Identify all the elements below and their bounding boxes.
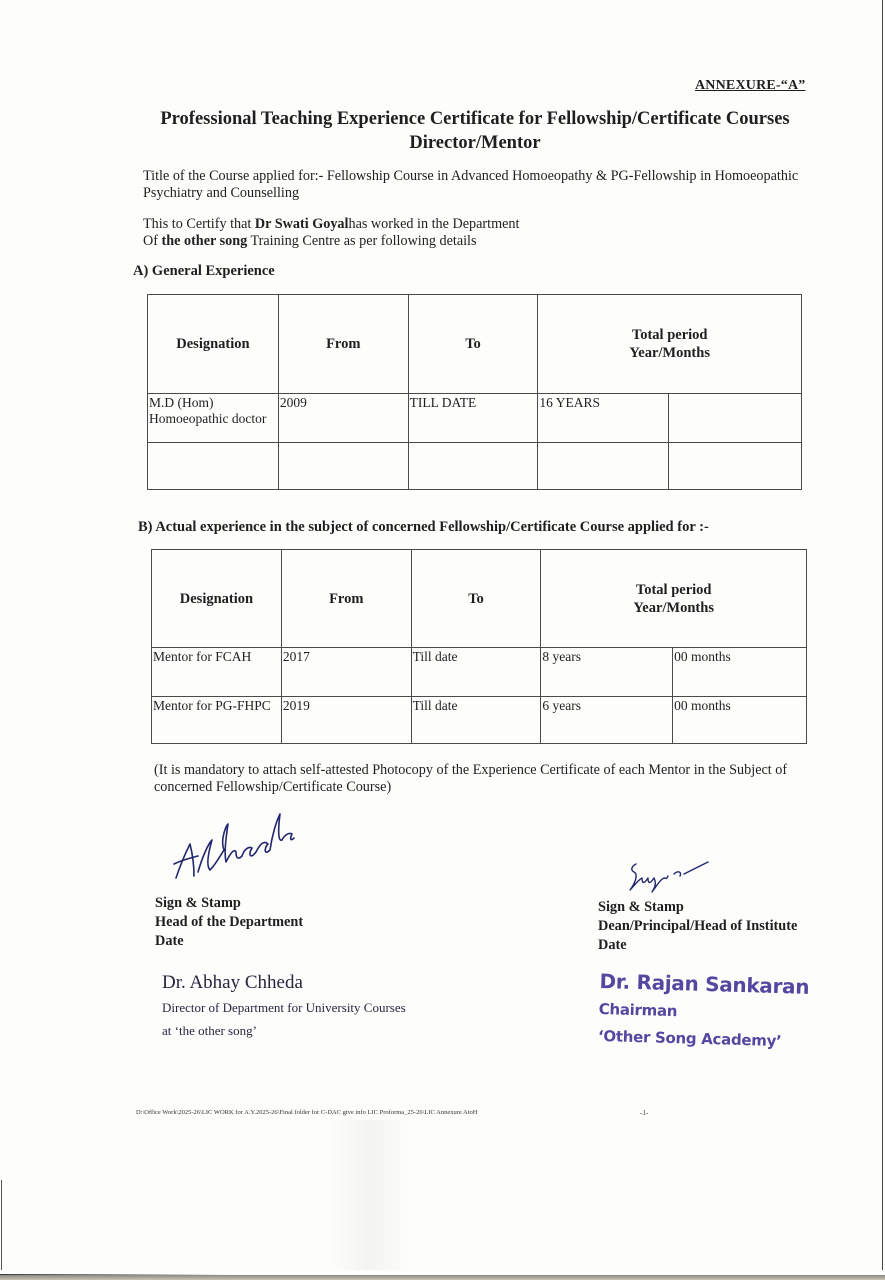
header-designation: Designation (148, 295, 279, 394)
sign-date-label: Date (598, 937, 627, 953)
sign-role-label: Head of the Department (155, 914, 304, 930)
header-total-line2: Year/Months (629, 345, 710, 361)
header-to: To (411, 550, 541, 648)
table-row (152, 648, 807, 697)
certify-suffix: Training Centre as per following details (247, 233, 477, 249)
sign-stamp-label: Sign & Stamp (155, 895, 241, 911)
certify-statement (143, 216, 823, 250)
cell-months (669, 394, 802, 443)
cell-to (408, 443, 538, 490)
cell-from: 2019 (281, 697, 411, 744)
footer-file-path: D:\Office Work\2025-26\LIC WORK for A.Y.2025-26\Final folder for C-DAC give info LIC Proforma_25-26\LIC Annexure AtoH (136, 1109, 478, 1116)
header-designation: Designation (152, 550, 282, 648)
cell-from: 2017 (281, 648, 411, 697)
page-edge (1, 1180, 2, 1270)
candidate-name: Dr Swati Goyal (254, 216, 349, 232)
cell-to: TILL DATE (408, 394, 538, 443)
dean-signature (622, 856, 712, 896)
cell-from: 2009 (278, 394, 408, 443)
document-title (130, 107, 820, 155)
certify-prefix: This to Certify that (143, 216, 255, 232)
page-number: -1- (640, 1109, 649, 1117)
head-of-department-signature (168, 800, 308, 890)
annexure-label: ANNEXURE-“A” (695, 78, 806, 93)
cell-years (538, 443, 669, 490)
stamp-name: Dr. Rajan Sankaran (599, 968, 810, 999)
header-from: From (281, 550, 411, 648)
header-from: From (278, 295, 408, 394)
general-experience-table (147, 294, 802, 490)
department-name: the other song (161, 233, 248, 249)
header-total-line2: Year/Months (633, 599, 714, 616)
cell-years: 8 years (541, 648, 673, 697)
table-row (152, 697, 807, 744)
cell-designation (148, 394, 279, 443)
hod-sign-block (155, 894, 303, 951)
course-title-label: Title of the Course applied for:- (143, 168, 327, 184)
header-total-period (541, 550, 807, 648)
section-b-heading: B) Actual experience in the subject of concerned Fellowship/Certificate Course applied for :- (138, 519, 709, 535)
dean-sign-block (598, 898, 797, 955)
designation-line2: Homoeopathic doctor (149, 411, 267, 426)
cell-designation: Mentor for PG-FHPC (152, 697, 282, 744)
table-header-row (152, 550, 807, 648)
cell-years: 16 YEARS (538, 394, 669, 443)
table-row (148, 394, 802, 443)
section-a-heading: A) General Experience (133, 263, 275, 279)
header-total-line1: Total period (635, 581, 712, 598)
certify-mid: has worked in the Department (348, 216, 520, 232)
cell-from (278, 443, 408, 490)
cell-designation: Mentor for FCAH (152, 648, 282, 697)
stamp-organization: ‘Other Song Academy’ (597, 1026, 782, 1051)
stamp-organization: at ‘the other song’ (162, 1023, 257, 1038)
cell-to: Till date (411, 648, 541, 697)
header-total-line1: Total period (631, 327, 708, 343)
sign-stamp-label: Sign & Stamp (598, 899, 684, 915)
course-title-value: Fellowship Course in Advanced Homoeopathy & PG-Fellowship in Homoeopathic Psychiatry and Counselling (143, 168, 799, 201)
cell-months (669, 443, 802, 490)
course-title (143, 168, 823, 202)
cell-months: 00 months (673, 697, 807, 744)
dean-stamp (598, 966, 810, 1056)
scanner-bed (0, 1275, 885, 1280)
cell-months: 00 months (673, 648, 807, 697)
table-row (148, 443, 802, 490)
stamp-name: Dr. Abhay Chheda (162, 972, 303, 993)
mandatory-note: (It is mandatory to attach self-attested Photocopy of the Experience Certificate of each Mentor in the Subject of concerned Fellowship/Certificate Course) (154, 762, 788, 795)
sign-role-label: Dean/Principal/Head of Institute (598, 918, 798, 934)
table-header-row (148, 295, 802, 394)
cell-to: Till date (411, 697, 541, 744)
designation-line1: M.D (Hom) (149, 395, 214, 410)
title-line-1: Professional Teaching Experience Certificate for Fellowship/Certificate Courses (160, 109, 790, 129)
page-edge (882, 0, 883, 1270)
sign-date-label: Date (155, 933, 184, 949)
cell-years: 6 years (541, 697, 673, 744)
stamp-designation: Director of Department for University Courses (162, 1000, 406, 1015)
hod-stamp (162, 970, 406, 1042)
actual-experience-table (151, 549, 807, 744)
certify-of: Of (143, 233, 162, 249)
stamp-designation: Chairman (598, 999, 678, 1021)
header-total-period (538, 295, 802, 394)
header-to: To (408, 295, 538, 394)
title-line-2: Director/Mentor (409, 133, 541, 153)
paper-shadow (330, 1120, 410, 1270)
cell-designation (148, 443, 279, 490)
